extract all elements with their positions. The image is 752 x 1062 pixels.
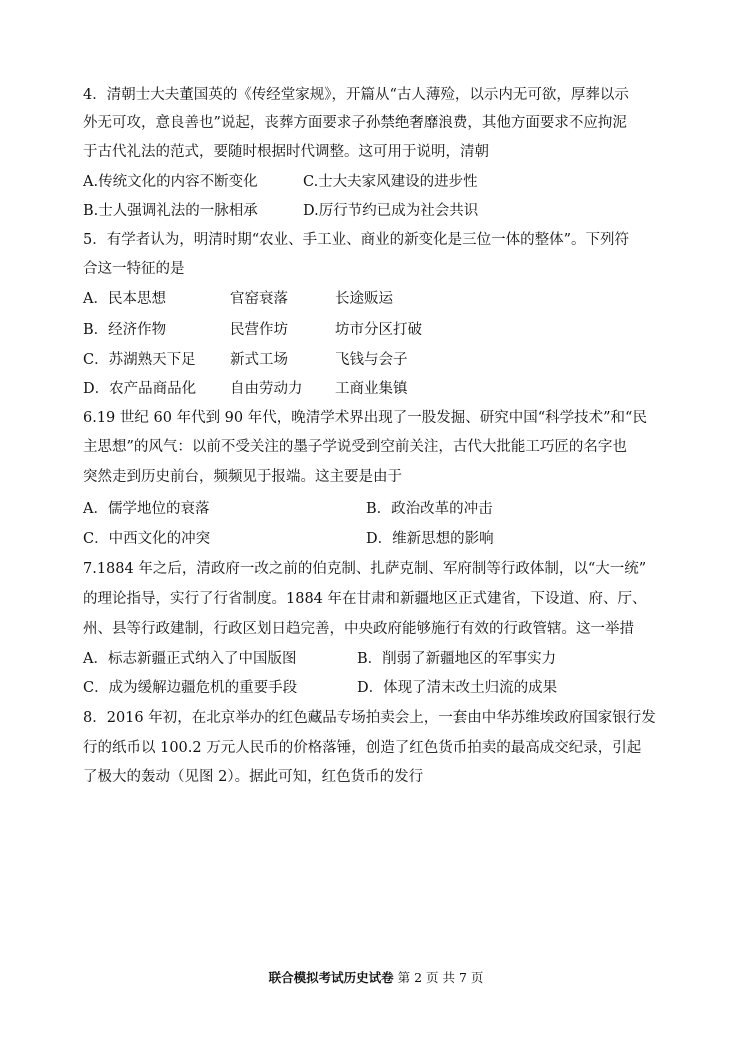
q6-option-c: C．中西文化的冲突 xyxy=(83,531,211,547)
q5-option-b-label: B．经济作物 xyxy=(83,322,167,338)
q4-option-b: B.士人强调礼法的一脉相承 xyxy=(83,203,258,219)
q4-option-c: C.士大夫家风建设的进步性 xyxy=(303,174,478,190)
q5-option-b-item-3: 坊市分区打破 xyxy=(335,322,422,338)
q7-option-b: B．削弱了新疆地区的军事实力 xyxy=(357,651,557,667)
q5-option-d-item-3: 工商业集镇 xyxy=(335,381,408,397)
q5-option-c-label: C．苏湖熟天下足 xyxy=(83,352,196,368)
q4-option-d: D.厉行节约已成为社会共识 xyxy=(303,203,479,219)
q6-option-b: B．政治改革的冲击 xyxy=(366,501,493,517)
q6-stem-line-1: 6.19 世纪 60 年代到 90 年代，晚清学术界出现了一股发掘、研究中国“科学技术”和“民 xyxy=(83,410,647,426)
q5-option-a-label: A．民本思想 xyxy=(83,291,166,307)
q6-option-a: A．儒学地位的衰落 xyxy=(83,501,210,517)
q4-stem-line-1: 4．清朝士大夫董国英的《传经堂家规》，开篇从“古人薄殓，以示内无可欲，厚葬以示 xyxy=(83,87,629,103)
q5-option-c-item-3: 飞钱与会子 xyxy=(335,352,408,368)
q4-stem-line-2: 外无可攻，意良善也”说起，丧葬方面要求子孙禁绝奢靡浪费，其他方面要求不应拘泥 xyxy=(83,115,627,131)
q7-stem-line-2: 的理论指导，实行了行省制度。1884 年在甘肃和新疆地区正式建省，下设道、府、厅、 xyxy=(83,591,647,607)
q6-stem-line-2: 主思想”的风气：以前不受关注的墨子学说受到空前关注，古代大批能工巧匠的名字也 xyxy=(83,439,627,455)
page-footer xyxy=(0,970,752,986)
q6-option-d: D．维新思想的影响 xyxy=(366,531,494,547)
q5-option-a-item-2: 官窑衰落 xyxy=(230,291,288,307)
q8-stem-line-2: 行的纸币以 100.2 万元人民币的价格落锤，创造了红色货币拍卖的最高成交纪录，引起 xyxy=(83,740,642,756)
q4-option-a: A.传统文化的内容不断变化 xyxy=(83,174,258,190)
q5-stem-line-2: 合这一特征的是 xyxy=(83,261,185,277)
footer-page-info: 第 2 页 共 7 页 xyxy=(397,970,484,985)
q8-stem-line-1: 8．2016 年初，在北京举办的红色藏品专场拍卖会上，一套由中华苏维埃政府国家银行发 xyxy=(83,710,656,726)
q7-option-c: C．成为缓解边疆危机的重要手段 xyxy=(83,680,298,696)
q7-stem-line-1: 7.1884 年之后，清政府一改之前的伯克制、扎萨克制、军府制等行政体制，以“大一统” xyxy=(83,561,647,577)
q8-stem-line-3: 了极大的轰动（见图 2）。据此可知，红色货币的发行 xyxy=(83,769,424,785)
q7-option-a: A．标志新疆正式纳入了中国版图 xyxy=(83,651,297,667)
q4-stem-line-3: 于古代礼法的范式，要随时根据时代调整。这可用于说明，清朝 xyxy=(83,144,489,160)
q6-stem-line-3: 突然走到历史前台，频频见于报端。这主要是由于 xyxy=(83,469,402,485)
q5-option-d-item-2: 自由劳动力 xyxy=(230,381,303,397)
footer-exam-title: 联合模拟考试历史试卷 xyxy=(268,970,394,985)
q5-option-a-item-3: 长途贩运 xyxy=(335,291,393,307)
q5-stem-line-1: 5．有学者认为，明清时期“农业、手工业、商业的新变化是三位一体的整体”。下列符 xyxy=(83,232,630,248)
q7-option-d: D．体现了清末改土归流的成果 xyxy=(357,680,558,696)
q7-stem-line-3: 州、县等行政建制，行政区划日趋完善，中央政府能够施行有效的行政管辖。这一举措 xyxy=(83,621,634,637)
q5-option-d-label: D．农产品商品化 xyxy=(83,381,197,397)
q5-option-c-item-2: 新式工场 xyxy=(230,352,288,368)
q5-option-b-item-2: 民营作坊 xyxy=(230,322,288,338)
